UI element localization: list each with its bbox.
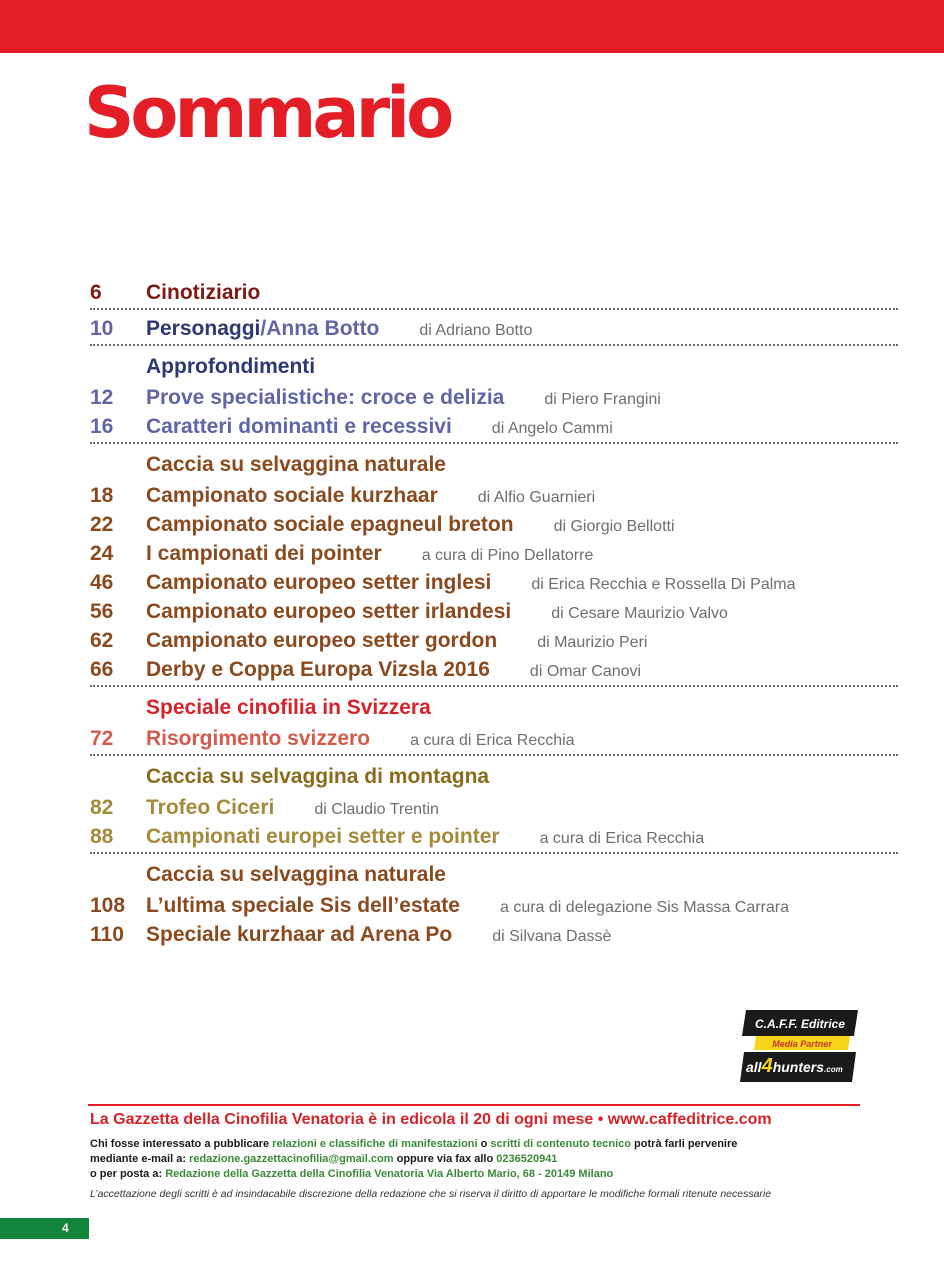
entry-title: Campionati europei setter e pointer: [146, 825, 500, 848]
badge-brand: all4hunters.com: [746, 1055, 843, 1077]
page-number: 4: [62, 1221, 69, 1235]
entry-title: Campionato europeo setter irlandesi: [146, 600, 512, 623]
footer-text: mediante e-mail a:: [90, 1153, 190, 1165]
toc-entry[interactable]: [90, 278, 898, 307]
entry-title: Cinotiziario: [146, 281, 261, 304]
entry-author: a cura di Pino Dellatorre: [421, 547, 594, 564]
table-of-contents: [90, 278, 898, 949]
footer-fax: 0236520941: [496, 1153, 558, 1165]
footer-highlight: relazioni e classifiche di manifestazioni: [272, 1138, 478, 1150]
footer-email-link[interactable]: redazione.gazzettacinofilia@gmail.com: [189, 1153, 394, 1165]
toc-entry[interactable]: [90, 597, 898, 626]
entry-title: Campionato sociale epagneul breton: [146, 513, 514, 536]
entry-title: Campionato europeo setter inglesi: [146, 571, 492, 594]
entry-page-number: 24: [90, 542, 114, 565]
page-title: Sommario: [84, 72, 451, 154]
footer-text: oppure via fax allo: [393, 1153, 497, 1165]
toc-entry[interactable]: [90, 481, 898, 510]
entry-page-number: 62: [90, 629, 114, 652]
entry-title: Trofeo Ciceri: [146, 796, 275, 819]
entry-title: Speciale kurzhaar ad Arena Po: [146, 923, 453, 946]
entry-page-number: 108: [90, 894, 126, 917]
entry-title: L’ultima speciale Sis dell’estate: [146, 894, 460, 917]
entry-author: di Claudio Trentin: [314, 801, 439, 818]
section-heading: [90, 350, 898, 383]
top-red-band: [0, 0, 944, 53]
toc-entry[interactable]: [90, 793, 898, 822]
footer-rule: [88, 1104, 860, 1106]
entry-page-number: 82: [90, 796, 114, 819]
entry-author: di Alfio Guarnieri: [477, 489, 596, 506]
section-heading-label: Caccia su selvaggina di montagna: [146, 765, 490, 788]
entry-title: Caratteri dominanti e recessivi: [146, 415, 452, 438]
entry-author: a cura di Erica Recchia: [539, 830, 705, 847]
toc-entry[interactable]: [90, 724, 898, 753]
footer-line: [90, 1138, 737, 1150]
toc-entry[interactable]: [90, 822, 898, 851]
entry-author: di Silvana Dassè: [492, 928, 612, 945]
badge-publisher: C.A.F.F. Editrice: [754, 1017, 846, 1031]
entry-page-number: 12: [90, 386, 114, 409]
section-heading: [90, 691, 898, 724]
footer-highlight: scritti di contenuto tecnico: [490, 1138, 631, 1150]
footer-text: o: [477, 1138, 491, 1150]
toc-entry[interactable]: [90, 920, 898, 949]
entry-author: a cura di delegazione Sis Massa Carrara: [499, 899, 790, 916]
entry-page-number: 110: [90, 923, 124, 946]
entry-title: Prove specialistiche: croce e delizia: [146, 386, 505, 409]
entry-page-number: 66: [90, 658, 114, 681]
dotted-separator: [90, 308, 898, 310]
entry-author: a cura di Erica Recchia: [410, 732, 575, 749]
entry-title: I campionati dei pointer: [146, 542, 382, 565]
footer-line: [90, 1168, 613, 1180]
footer-address: Redazione della Gazzetta della Cinofilia Venatoria Via Alberto Mario, 68 - 20149 Milano: [165, 1168, 614, 1180]
toc-entry[interactable]: [90, 655, 898, 684]
badge-label: Media Partner: [772, 1039, 832, 1049]
toc-entry[interactable]: [90, 510, 898, 539]
section-heading: [90, 448, 898, 481]
entry-author: di Omar Canovi: [529, 663, 642, 680]
toc-entry[interactable]: [90, 412, 898, 441]
entry-author: di Angelo Cammi: [491, 420, 613, 437]
entry-page-number: 6: [90, 281, 102, 304]
footer-text: potrà farli pervenire: [631, 1138, 738, 1150]
footer-headline: La Gazzetta della Cinofilia Venatoria è in edicola il 20 di ogni mese • www.caffeditrice.com: [90, 1111, 772, 1128]
entry-author: di Piero Frangini: [544, 391, 661, 408]
entry-page-number: 22: [90, 513, 114, 536]
entry-title: Campionato europeo setter gordon: [146, 629, 498, 652]
footer-text: o per posta a:: [90, 1168, 166, 1180]
title-slash: /: [260, 317, 267, 340]
entry-title: Derby e Coppa Europa Vizsla 2016: [146, 658, 490, 681]
entry-page-number: 72: [90, 727, 114, 750]
toc-entry[interactable]: [90, 539, 898, 568]
toc-entry[interactable]: [90, 314, 898, 343]
entry-title: Campionato sociale kurzhaar: [146, 484, 438, 507]
section-heading-label: Caccia su selvaggina naturale: [146, 863, 446, 886]
toc-entry[interactable]: [90, 568, 898, 597]
toc-entry[interactable]: [90, 891, 898, 920]
entry-page-number: 88: [90, 825, 114, 848]
entry-author: di Erica Recchia e Rossella Di Palma: [531, 576, 796, 593]
entry-title: Personaggi: [146, 317, 261, 340]
entry-title: Risorgimento svizzero: [146, 727, 371, 750]
entry-author: di Adriano Botto: [419, 322, 533, 339]
media-partner-badge: [738, 1008, 862, 1088]
toc-entry[interactable]: [90, 383, 898, 412]
section-heading-label: Approfondimenti: [146, 355, 316, 378]
section-heading-label: Caccia su selvaggina naturale: [146, 453, 446, 476]
section-heading: [90, 760, 898, 793]
page-number-tab: [0, 1218, 89, 1239]
footer-line: [90, 1153, 557, 1165]
entry-page-number: 16: [90, 415, 114, 438]
section-heading: [90, 858, 898, 891]
entry-page-number: 56: [90, 600, 114, 623]
footer-text: Chi fosse interessato a pubblicare: [90, 1138, 273, 1150]
toc-entry[interactable]: [90, 626, 898, 655]
entry-page-number: 46: [90, 571, 114, 594]
entry-author: di Cesare Maurizio Valvo: [551, 605, 728, 622]
section-heading-label: Speciale cinofilia in Svizzera: [146, 696, 431, 719]
entry-page-number: 10: [90, 317, 114, 340]
entry-subtitle: Anna Botto: [266, 317, 380, 340]
entry-author: di Giorgio Bellotti: [553, 518, 675, 535]
footer-note: L’accettazione degli scritti è ad insindacabile discrezione della redazione che si riserva il diritto di apportare le modifiche formali ritenute necessarie: [90, 1188, 772, 1200]
entry-author: di Maurizio Peri: [537, 634, 648, 651]
entry-page-number: 18: [90, 484, 114, 507]
